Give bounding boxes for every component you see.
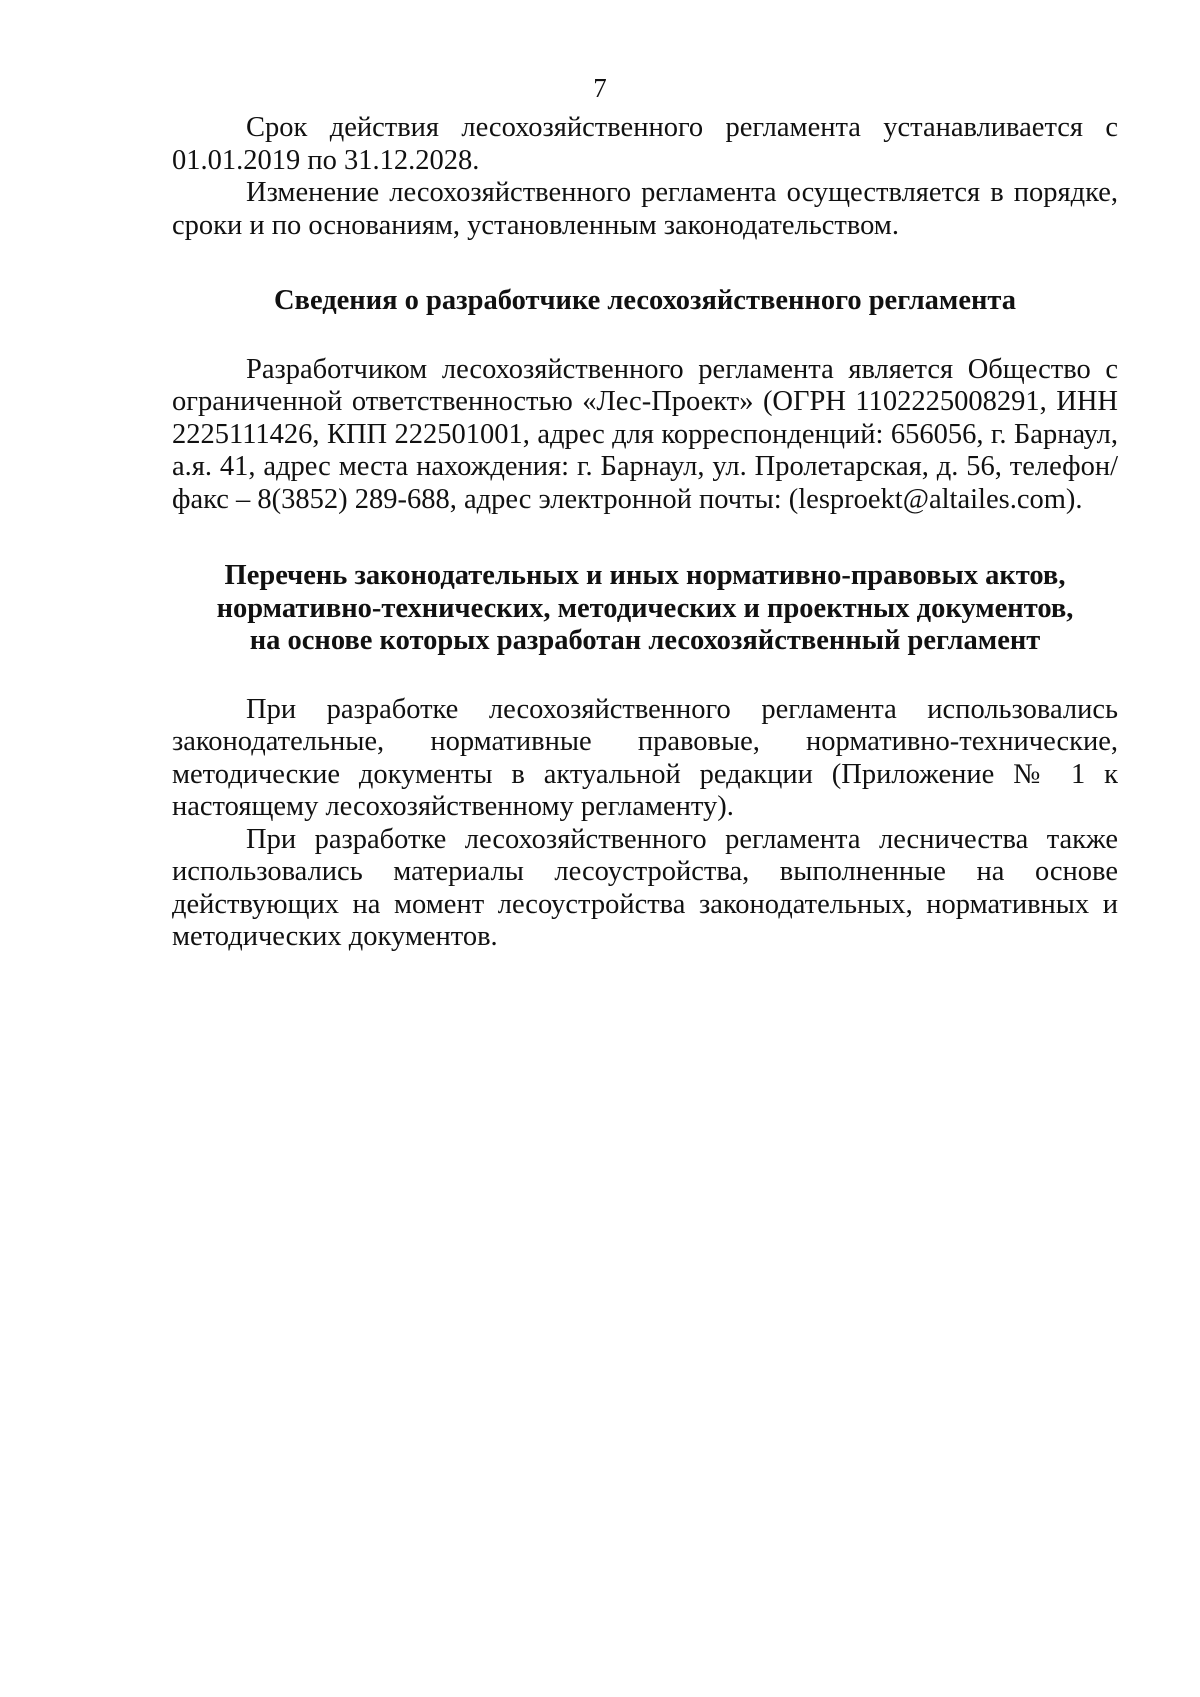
- developer-heading: Сведения о разработчике лесохозяйственного регламента: [273, 285, 1017, 316]
- legal-basis-paragraph-1: При разработке лесохозяйственного регламента использовались законодательные, нормативные правовые, нормативно-технические, методические документы в актуальной редакции (Приложение № 1 к настоящему лесохозяйственному регламенту).: [172, 693, 1118, 822]
- legal-basis-heading-line-3: на основе которых разработан лесохозяйственный регламент: [249, 625, 1041, 656]
- legal-basis-heading-line-2: нормативно-технических, методических и проектных документов,: [216, 592, 1074, 624]
- developer-paragraph: Разработчиком лесохозяйственного регламента является Общество с ограниченной ответственностью «Лес-Проект» (ОГРН 1102225008291, ИНН 2225111426, КПП 222501001, адрес для корреспонденций: 656056, г. Барнаул, а.я. 41, адрес места нахождения: г. Барнаул, ул. Пролетарская, д. 56, телефон/факс – 8(3852) 289-688, адрес электронной почты: (lesproekt@altailes.com).: [172, 353, 1118, 515]
- legal-basis-heading-line-1: Перечень законодательных и иных нормативно-правовых актов,: [224, 560, 1066, 591]
- page-number: 7: [593, 73, 607, 103]
- changes-paragraph: Изменение лесохозяйственного регламента осуществляется в порядке, сроки и по основаниям, установленным законодательством.: [172, 177, 1118, 241]
- legal-basis-heading: [172, 560, 1118, 658]
- validity-paragraph: Срок действия лесохозяйственного регламента устанавливается с 01.01.2019 по 31.12.2028.: [172, 112, 1118, 176]
- page-content: [172, 112, 1118, 954]
- legal-basis-paragraph-2: При разработке лесохозяйственного регламента лесничества также использовались материалы лесоустройства, выполненные на основе действующих на момент лесоустройства законодательных, нормативных и методических документов.: [172, 823, 1118, 952]
